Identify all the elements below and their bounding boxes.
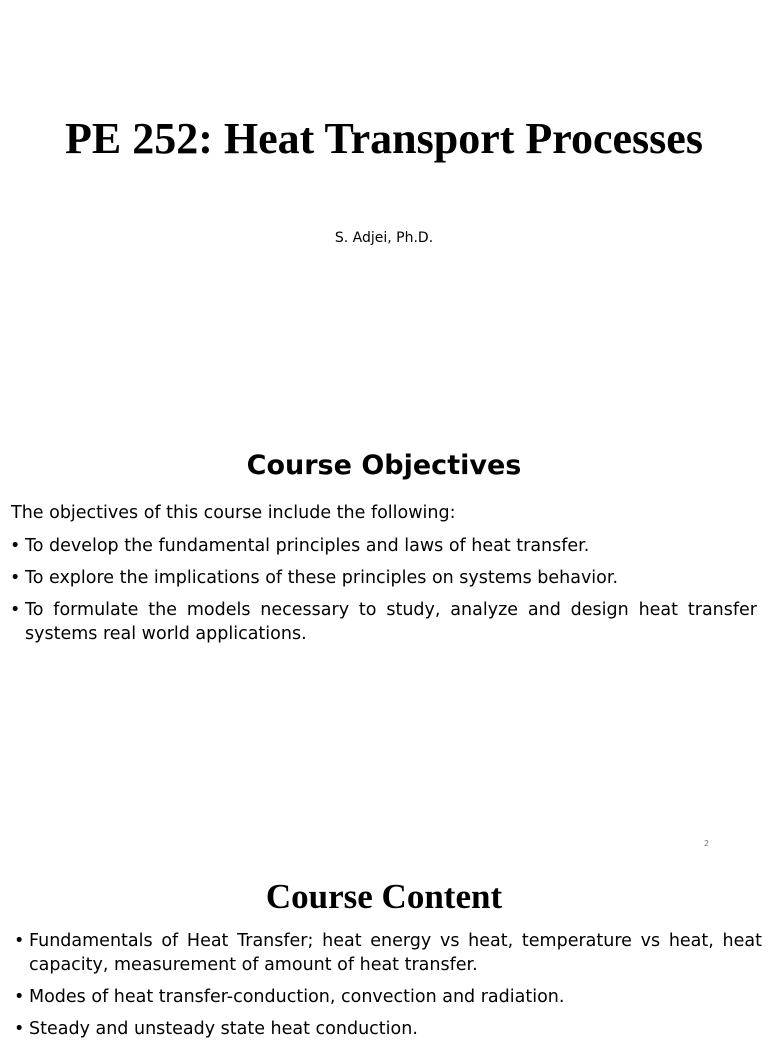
bullet-icon: • [14, 931, 25, 951]
list-item-text: To develop the fundamental principles and laws of heat transfer. [25, 536, 590, 556]
content-list [14, 929, 762, 1049]
bullet-icon: • [14, 1019, 25, 1039]
list-item-text: To formulate the models necessary to study, analyze and design heat transfer systems real world applications. [25, 600, 757, 644]
title-slide [0, 0, 768, 415]
bullet-icon: • [14, 987, 25, 1007]
list-item [10, 598, 757, 646]
list-item-text: Steady and unsteady state heat conduction. [29, 1019, 418, 1039]
list-item-text: Fundamentals of Heat Transfer; heat energy vs heat, temperature vs heat, heat capacity, measurement of amount of heat transfer. [29, 931, 762, 975]
objectives-heading: Course Objectives [246, 450, 522, 481]
list-item-text: Modes of heat transfer-conduction, convection and radiation. [29, 987, 565, 1007]
document-title: PE 252: Heat Transport Processes [65, 114, 703, 163]
list-item [14, 985, 762, 1009]
list-item [14, 1017, 762, 1041]
objectives-intro: The objectives of this course include the following: [11, 503, 456, 523]
list-item [10, 534, 757, 558]
objectives-list [10, 534, 757, 654]
bullet-icon: • [10, 536, 21, 556]
bullet-icon: • [10, 600, 21, 620]
author-subtitle: S. Adjei, Ph.D. [334, 230, 434, 246]
content-heading: Course Content [265, 877, 503, 916]
list-item [14, 929, 762, 977]
list-item-text: To explore the implications of these principles on systems behavior. [25, 568, 619, 588]
list-item [10, 566, 757, 590]
bullet-icon: • [10, 568, 21, 588]
objectives-slide [0, 415, 768, 860]
page-number: 2 [704, 839, 710, 848]
content-slide [0, 860, 768, 1039]
